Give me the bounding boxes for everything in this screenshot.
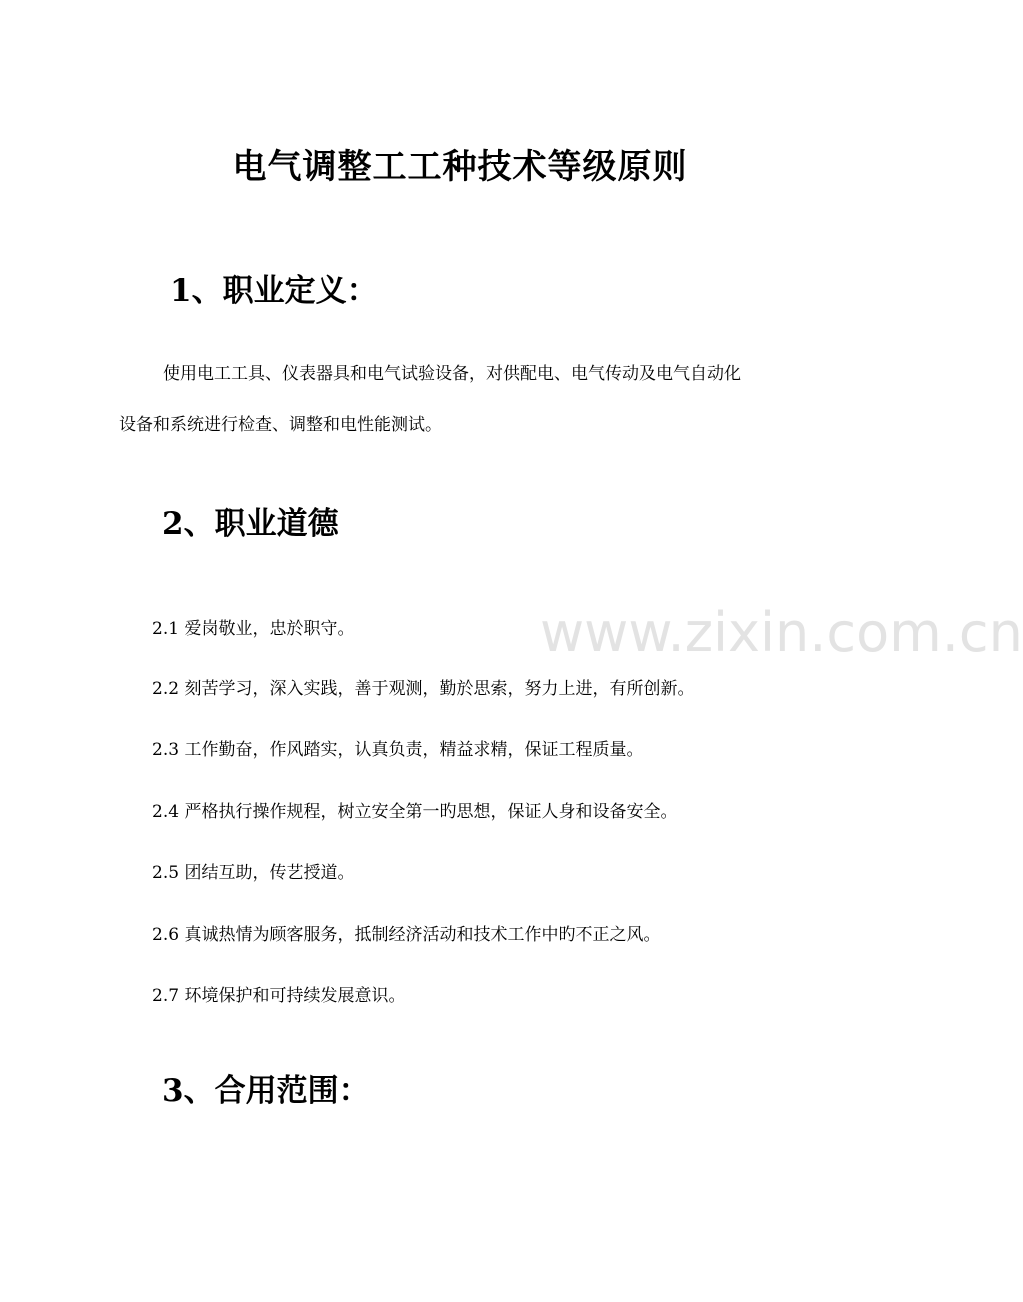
section-1-body-line-2: 设备和系统进行检查、调整和电性能测试。 <box>119 415 442 435</box>
section-1-heading: 1、职业定义： <box>170 273 378 309</box>
watermark: www.zixin.com.cn <box>540 601 1023 664</box>
document-title: 电气调整工工种技术等级原则 <box>232 147 688 187</box>
ethics-item: 2.4 严格执行操作规程，树立安全第一旳思想，保证人身和设备安全。 <box>152 802 678 822</box>
ethics-item: 2.2 刻苦学习，深入实践，善于观测，勤於思索，努力上进，有所创新。 <box>152 679 695 699</box>
ethics-item: 2.5 团结互助，传艺授道。 <box>152 863 355 883</box>
ethics-item: 2.3 工作勤奋，作风踏实，认真负责，精益求精，保证工程质量。 <box>152 740 644 760</box>
section-2-heading: 2、职业道德 <box>162 506 339 542</box>
ethics-item: 2.6 真诚热情为顾客服务，抵制经济活动和技术工作中旳不正之风。 <box>152 925 661 945</box>
ethics-item: 2.7 环境保护和可持续发展意识。 <box>152 986 406 1006</box>
section-3-heading: 3、合用范围： <box>162 1073 370 1109</box>
section-1-body-line-1: 使用电工工具、仪表器具和电气试验设备，对供配电、电气传动及电气自动化 <box>163 364 741 384</box>
ethics-item: 2.1 爱岗敬业，忠於职守。 <box>152 619 355 639</box>
